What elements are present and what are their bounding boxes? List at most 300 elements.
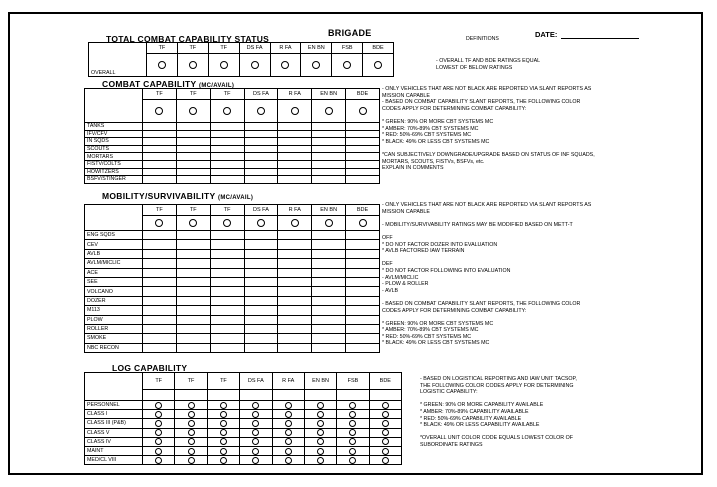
combat-entry-cell[interactable] [143,123,177,131]
rating-circle-icon[interactable] [349,411,356,418]
mobility-entry-cell[interactable] [244,334,278,343]
mobility-entry-cell[interactable] [346,249,380,258]
log-entry-cell[interactable] [369,410,401,419]
mobility-entry-cell[interactable] [346,277,380,286]
mobility-entry-cell[interactable] [143,277,177,286]
combat-entry-cell[interactable] [278,145,312,153]
mobility-entry-cell[interactable] [210,259,244,268]
log-entry-cell[interactable] [143,446,175,455]
rating-circle-icon[interactable] [317,402,324,409]
combat-entry-cell[interactable] [143,176,177,184]
log-entry-cell[interactable] [304,446,336,455]
rating-circle-icon[interactable] [285,411,292,418]
mobility-entry-cell[interactable] [143,315,177,324]
mobility-entry-cell[interactable] [143,296,177,305]
rating-circle-icon[interactable] [349,457,356,464]
mobility-entry-cell[interactable] [176,249,210,258]
combat-entry-cell[interactable] [210,168,244,176]
log-entry-cell[interactable] [369,419,401,428]
mobility-entry-cell[interactable] [244,259,278,268]
combat-entry-cell[interactable] [176,153,210,161]
log-entry-cell[interactable] [143,437,175,446]
log-entry-cell[interactable] [175,446,207,455]
combat-entry-cell[interactable] [312,153,346,161]
mobility-entry-cell[interactable] [244,315,278,324]
mobility-rating-row [85,216,380,231]
date-line[interactable] [561,30,639,39]
mobility-entry-cell[interactable] [244,287,278,296]
rating-circle-icon[interactable] [285,457,292,464]
mobility-entry-cell[interactable] [244,296,278,305]
log-entry-cell[interactable] [337,428,369,437]
log-entry-cell[interactable] [304,456,336,465]
mobility-entry-cell[interactable] [244,249,278,258]
mobility-title [102,191,253,201]
log-entry-cell[interactable] [240,428,272,437]
combat-entry-cell[interactable] [176,168,210,176]
combat-entry-cell[interactable] [278,160,312,168]
combat-entry-cell[interactable] [176,176,210,184]
mobility-entry-cell[interactable] [210,306,244,315]
rating-circle-icon[interactable] [252,402,259,409]
mobility-entry-cell[interactable] [346,315,380,324]
rating-circle-icon[interactable] [220,402,227,409]
log-entry-cell[interactable] [272,419,304,428]
rating-circle-icon[interactable] [155,457,162,464]
mobility-entry-cell[interactable] [346,231,380,240]
mobility-entry-cell[interactable] [346,334,380,343]
mobility-rating-blank [85,216,143,231]
rating-circle-icon[interactable] [349,438,356,445]
mobility-subtitle: (MC/AVAIL) [218,195,254,201]
mobility-entry-cell[interactable] [312,231,346,240]
combat-entry-cell[interactable] [312,145,346,153]
combat-entry-cell[interactable] [176,130,210,138]
mobility-entry-cell[interactable] [312,334,346,343]
mobility-entry-cell[interactable] [244,231,278,240]
mobility-entry-cell[interactable] [244,306,278,315]
mobility-entry-cell[interactable] [176,343,210,352]
rating-circle-icon[interactable] [220,429,227,436]
rating-circle-icon[interactable] [220,457,227,464]
combat-entry-cell[interactable] [244,160,278,168]
combat-entry-cell[interactable] [143,145,177,153]
rating-circle-icon[interactable] [374,61,382,69]
rating-circle-icon[interactable] [257,219,265,227]
combat-entry-cell[interactable] [210,130,244,138]
log-entry-cell[interactable] [337,446,369,455]
mobility-entry-cell[interactable] [278,306,312,315]
rating-circle-icon[interactable] [382,402,389,409]
log-entry-cell[interactable] [369,428,401,437]
log-entry-cell[interactable] [175,419,207,428]
rating-circle-icon[interactable] [359,219,367,227]
combat-title-text: COMBAT CAPABILITY [102,79,197,89]
rating-circle-icon[interactable] [291,107,299,115]
rating-circle-icon[interactable] [189,107,197,115]
mobility-entry-cell[interactable] [210,296,244,305]
combat-entry-cell[interactable] [346,176,380,184]
rating-circle-icon[interactable] [252,429,259,436]
log-entry-cell[interactable] [369,437,401,446]
combat-entry-cell[interactable] [312,168,346,176]
log-entry-cell[interactable] [143,410,175,419]
mobility-entry-cell[interactable] [210,343,244,352]
log-entry-cell[interactable] [207,419,239,428]
rating-circle-icon[interactable] [281,61,289,69]
log-entry-cell[interactable] [143,456,175,465]
mobility-entry-cell[interactable] [210,315,244,324]
combat-entry-cell[interactable] [346,168,380,176]
mobility-entry-cell[interactable] [278,324,312,333]
mobility-entry-cell[interactable] [176,231,210,240]
log-entry-cell[interactable] [369,446,401,455]
mobility-entry-cell[interactable] [312,315,346,324]
log-entry-cell[interactable] [369,401,401,410]
mobility-entry-cell[interactable] [278,277,312,286]
log-spacer-row [85,390,402,401]
mobility-entry-cell[interactable] [278,249,312,258]
rating-circle-icon[interactable] [312,61,320,69]
rating-circle-icon[interactable] [155,438,162,445]
mobility-entry-cell[interactable] [143,249,177,258]
rating-circle-icon[interactable] [188,411,195,418]
mobility-entry-cell[interactable] [143,231,177,240]
rating-circle-icon[interactable] [317,429,324,436]
rating-circle-icon[interactable] [220,420,227,427]
rating-circle-icon[interactable] [257,107,265,115]
mobility-entry-cell[interactable] [143,324,177,333]
combat-entry-cell[interactable] [312,130,346,138]
date-field[interactable] [535,30,639,39]
rating-circle-icon[interactable] [188,402,195,409]
log-entry-cell[interactable] [337,437,369,446]
log-entry-cell[interactable] [272,401,304,410]
rating-circle-icon[interactable] [359,107,367,115]
mobility-entry-cell[interactable] [312,240,346,249]
log-entry-cell[interactable] [304,428,336,437]
mobility-entry-cell[interactable] [346,343,380,352]
mobility-entry-cell[interactable] [143,334,177,343]
combat-entry-cell[interactable] [278,123,312,131]
mobility-entry-cell[interactable] [210,231,244,240]
mobility-entry-cell[interactable] [346,268,380,277]
mobility-entry-cell[interactable] [210,287,244,296]
rating-circle-icon[interactable] [291,219,299,227]
combat-entry-cell[interactable] [244,168,278,176]
rating-circle-icon[interactable] [223,107,231,115]
rating-circle-icon[interactable] [343,61,351,69]
mobility-entry-cell[interactable] [278,287,312,296]
mobility-entry-cell[interactable] [346,296,380,305]
rating-circle-icon[interactable] [188,420,195,427]
mobility-entry-cell[interactable] [346,324,380,333]
mobility-entry-cell[interactable] [210,249,244,258]
mobility-entry-cell[interactable] [278,296,312,305]
log-entry-cell[interactable] [240,401,272,410]
combat-entry-cell[interactable] [210,160,244,168]
combat-entry-cell[interactable] [244,153,278,161]
combat-row-label: HOWITZERS [85,168,143,176]
mobility-entry-cell[interactable] [312,343,346,352]
mobility-entry-cell[interactable] [143,259,177,268]
combat-entry-cell[interactable] [143,160,177,168]
rating-circle-icon[interactable] [382,429,389,436]
mobility-entry-cell[interactable] [176,324,210,333]
mobility-entry-cell[interactable] [278,231,312,240]
rating-circle-icon[interactable] [349,448,356,455]
log-entry-cell[interactable] [304,401,336,410]
mobility-entry-cell[interactable] [346,259,380,268]
combat-entry-cell[interactable] [143,130,177,138]
combat-entry-cell[interactable] [312,138,346,146]
rating-circle-icon[interactable] [220,61,228,69]
mobility-entry-cell[interactable] [210,334,244,343]
combat-entry-cell[interactable] [346,138,380,146]
rating-circle-icon[interactable] [252,457,259,464]
rating-circle-icon[interactable] [252,438,259,445]
mobility-entry-cell[interactable] [244,343,278,352]
rating-circle-icon[interactable] [349,420,356,427]
combat-entry-cell[interactable] [346,153,380,161]
mobility-header-row [85,205,380,216]
mobility-entry-cell[interactable] [312,259,346,268]
rating-circle-icon[interactable] [188,448,195,455]
log-entry-cell[interactable] [207,456,239,465]
mobility-entry-cell[interactable] [176,287,210,296]
rating-circle-icon[interactable] [155,420,162,427]
rating-circle-icon[interactable] [252,448,259,455]
combat-entry-cell[interactable] [278,130,312,138]
note-line [382,255,591,262]
log-entry-cell[interactable] [337,456,369,465]
mobility-entry-cell[interactable] [143,268,177,277]
log-entry-cell[interactable] [240,446,272,455]
log-entry-cell[interactable] [175,428,207,437]
mobility-entry-cell[interactable] [312,268,346,277]
rating-circle-icon[interactable] [285,448,292,455]
rating-circle-icon[interactable] [158,61,166,69]
combat-entry-cell[interactable] [278,138,312,146]
mobility-entry-cell[interactable] [312,296,346,305]
log-entry-cell[interactable] [240,437,272,446]
rating-circle-icon[interactable] [382,457,389,464]
combat-entry-cell[interactable] [244,138,278,146]
rating-circle-icon[interactable] [252,420,259,427]
mobility-entry-cell[interactable] [346,240,380,249]
rating-circle-icon[interactable] [189,61,197,69]
mobility-entry-cell[interactable] [176,315,210,324]
mobility-entry-cell[interactable] [210,277,244,286]
rating-circle-icon[interactable] [285,438,292,445]
mobility-entry-cell[interactable] [143,306,177,315]
log-entry-cell[interactable] [272,456,304,465]
rating-circle-icon[interactable] [349,429,356,436]
rating-circle-icon[interactable] [223,219,231,227]
combat-entry-cell[interactable] [278,168,312,176]
rating-circle-icon[interactable] [188,457,195,464]
combat-entry-cell[interactable] [244,123,278,131]
combat-entry-cell[interactable] [143,153,177,161]
mobility-entry-cell[interactable] [210,240,244,249]
rating-circle-icon[interactable] [317,411,324,418]
rating-circle-icon[interactable] [382,438,389,445]
mobility-entry-cell[interactable] [278,240,312,249]
rating-circle-icon[interactable] [382,448,389,455]
rating-circle-icon[interactable] [155,429,162,436]
log-entry-cell[interactable] [240,419,272,428]
table-row [85,296,380,305]
log-entry-cell[interactable] [304,410,336,419]
combat-entry-cell[interactable] [176,160,210,168]
combat-entry-cell[interactable] [210,153,244,161]
rating-circle-icon[interactable] [220,448,227,455]
rating-circle-icon[interactable] [325,219,333,227]
mobility-entry-cell[interactable] [176,259,210,268]
combat-entry-cell[interactable] [312,123,346,131]
log-entry-cell[interactable] [143,428,175,437]
note-line: * RED: 50%-69% CBT SYSTEMS MC [382,132,472,139]
combat-entry-cell[interactable] [176,145,210,153]
mobility-entry-cell[interactable] [312,277,346,286]
log-entry-cell[interactable] [207,410,239,419]
note-line: * AMBER: 70%-89% CAPABILITY AVAILABLE [420,408,529,415]
combat-entry-cell[interactable] [210,176,244,184]
rating-circle-icon[interactable] [317,448,324,455]
mobility-entry-cell[interactable] [143,240,177,249]
combat-entry-cell[interactable] [278,176,312,184]
combat-entry-cell[interactable] [210,138,244,146]
log-entry-cell[interactable] [175,401,207,410]
mobility-entry-cell[interactable] [176,306,210,315]
mobility-entry-cell[interactable] [312,249,346,258]
log-entry-cell[interactable] [272,410,304,419]
combat-col-header: TF [143,89,177,100]
note-line: LOGISTIC CAPABILITY: [420,389,478,396]
rating-circle-icon[interactable] [252,411,259,418]
combat-entry-cell[interactable] [278,153,312,161]
rating-circle-icon[interactable] [220,411,227,418]
table-row [85,324,380,333]
combat-entry-cell[interactable] [210,123,244,131]
log-entry-cell[interactable] [175,456,207,465]
log-entry-cell[interactable] [207,437,239,446]
mobility-entry-cell[interactable] [244,277,278,286]
log-entry-cell[interactable] [207,446,239,455]
combat-entry-cell[interactable] [143,138,177,146]
mobility-entry-cell[interactable] [244,324,278,333]
log-entry-cell[interactable] [175,437,207,446]
rating-circle-icon[interactable] [349,402,356,409]
mobility-entry-cell[interactable] [210,324,244,333]
mobility-entry-cell[interactable] [176,296,210,305]
mobility-entry-cell[interactable] [176,334,210,343]
combat-entry-cell[interactable] [346,123,380,131]
combat-entry-cell[interactable] [312,160,346,168]
mobility-entry-cell[interactable] [312,287,346,296]
log-entry-cell[interactable] [304,419,336,428]
mobility-entry-cell[interactable] [176,277,210,286]
mobility-entry-cell[interactable] [278,315,312,324]
mobility-entry-cell[interactable] [346,287,380,296]
rating-circle-icon[interactable] [285,420,292,427]
log-entry-cell[interactable] [143,401,175,410]
combat-entry-cell[interactable] [176,138,210,146]
log-entry-cell[interactable] [337,410,369,419]
mobility-entry-cell[interactable] [278,268,312,277]
log-entry-cell[interactable] [272,446,304,455]
log-entry-cell[interactable] [272,437,304,446]
mobility-entry-cell[interactable] [278,334,312,343]
rating-circle-icon[interactable] [155,411,162,418]
rating-circle-icon[interactable] [382,411,389,418]
log-entry-cell[interactable] [207,401,239,410]
log-entry-cell[interactable] [143,419,175,428]
log-entry-cell[interactable] [175,410,207,419]
rating-circle-icon[interactable] [285,402,292,409]
mobility-entry-cell[interactable] [278,343,312,352]
rating-circle-icon[interactable] [188,429,195,436]
mobility-entry-cell[interactable] [210,268,244,277]
combat-entry-cell[interactable] [244,176,278,184]
rating-circle-icon[interactable] [285,429,292,436]
mobility-entry-cell[interactable] [244,240,278,249]
combat-entry-cell[interactable] [244,130,278,138]
rating-circle-icon[interactable] [317,457,324,464]
combat-entry-cell[interactable] [346,130,380,138]
mobility-entry-cell[interactable] [346,306,380,315]
rating-circle-icon[interactable] [317,420,324,427]
combat-entry-cell[interactable] [346,160,380,168]
rating-circle-icon[interactable] [251,61,259,69]
rating-circle-icon[interactable] [155,219,163,227]
combat-entry-cell[interactable] [312,176,346,184]
combat-entry-cell[interactable] [143,168,177,176]
mobility-entry-cell[interactable] [176,240,210,249]
combat-entry-cell[interactable] [244,145,278,153]
log-entry-cell[interactable] [240,456,272,465]
log-entry-cell[interactable] [369,456,401,465]
mobility-entry-cell[interactable] [176,268,210,277]
rating-circle-icon[interactable] [155,402,162,409]
combat-entry-cell[interactable] [346,145,380,153]
mobility-rating-cell [346,216,380,231]
log-entry-cell[interactable] [337,401,369,410]
rating-circle-icon[interactable] [220,438,227,445]
combat-entry-cell[interactable] [210,145,244,153]
mobility-entry-cell[interactable] [244,268,278,277]
rating-circle-icon[interactable] [189,219,197,227]
rating-circle-icon[interactable] [155,107,163,115]
log-entry-cell[interactable] [304,437,336,446]
mobility-entry-cell[interactable] [312,324,346,333]
mobility-entry-cell[interactable] [143,343,177,352]
log-entry-cell[interactable] [240,410,272,419]
rating-circle-icon[interactable] [317,438,324,445]
rating-circle-icon[interactable] [155,448,162,455]
rating-circle-icon[interactable] [188,438,195,445]
mobility-entry-cell[interactable] [143,287,177,296]
mobility-entry-cell[interactable] [312,306,346,315]
log-entry-cell[interactable] [272,428,304,437]
log-entry-cell[interactable] [207,428,239,437]
log-header-row [85,373,402,390]
combat-entry-cell[interactable] [176,123,210,131]
rating-circle-icon[interactable] [382,420,389,427]
rating-circle-icon[interactable] [325,107,333,115]
log-entry-cell[interactable] [337,419,369,428]
mobility-entry-cell[interactable] [278,259,312,268]
